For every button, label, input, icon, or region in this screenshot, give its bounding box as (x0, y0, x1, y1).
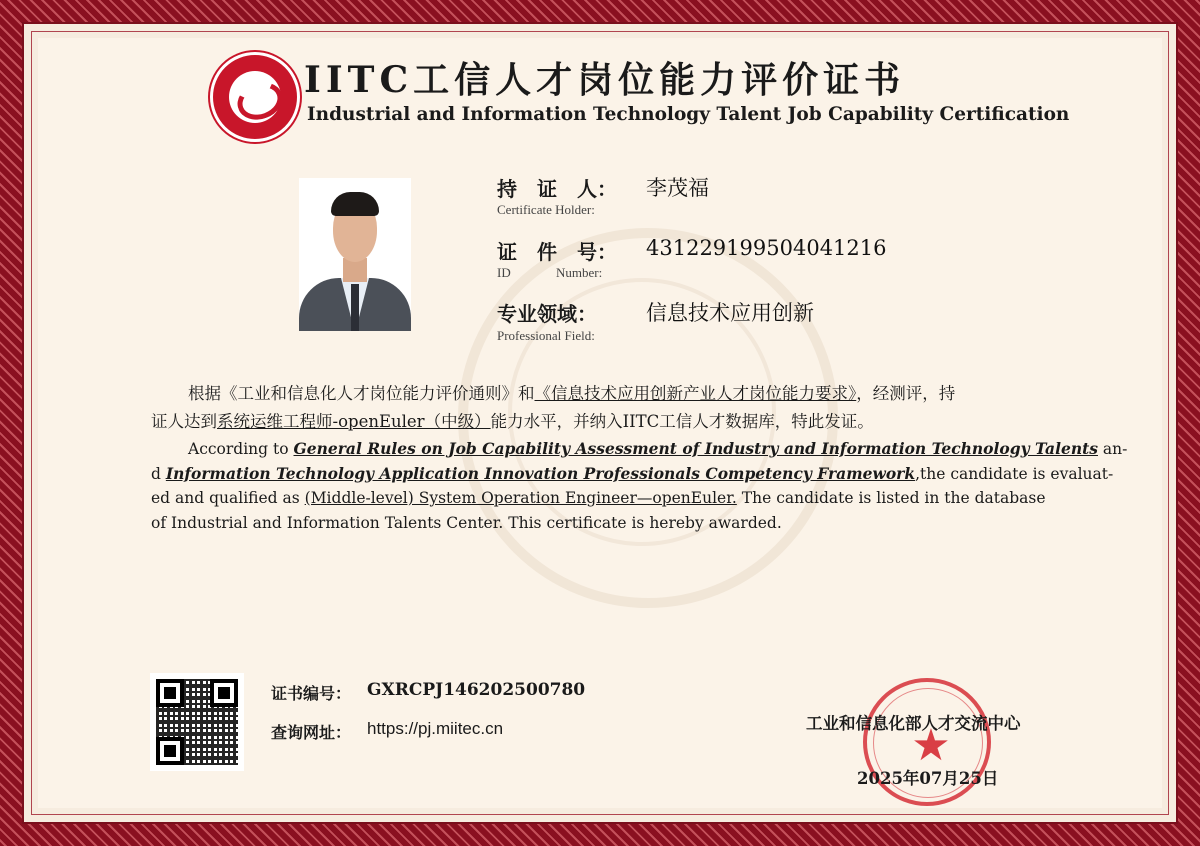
body-en-text: According to (188, 440, 294, 458)
holder-name-label: 持 证 人： (497, 177, 617, 201)
title-english: Industrial and Information Technology Talent Job Capability Certification (307, 104, 1070, 125)
body-en-qualification: (Middle-level) System Operation Engineer—openEuler. (304, 489, 737, 507)
body-cn-text: ，经测评，持 (856, 384, 956, 403)
cert-number-value: GXRCPJ146202500780 (367, 680, 586, 700)
photo-hair (331, 192, 379, 216)
body-cn-text: 能力水平，并纳入IITC工信人才数据库，特此发证。 (490, 412, 874, 431)
body-cn-ref-2: 《信息技术应用创新产业人才岗位能力要求》 (534, 384, 857, 403)
seal-star-icon: ★ (911, 720, 951, 771)
id-label: 证 件 号： (497, 240, 617, 264)
body-en-text: an- (1097, 440, 1128, 458)
qr-finder-top-right (210, 679, 238, 707)
qr-finder-bottom-left (156, 737, 184, 765)
query-url-link[interactable]: https://pj.miitec.cn (367, 719, 504, 738)
holder-name-label-en: Certificate Holder: (497, 202, 595, 217)
body-en-ref-2: Information Technology Application Innovation Professionals Competency Framework (165, 464, 916, 483)
issuer-name: 工业和信息化部人才交流中心 (806, 714, 1021, 733)
body-cn-text: 证人达到 (151, 412, 217, 431)
query-url-label: 查询网址： (271, 723, 352, 742)
body-cn-text: 和 (518, 384, 535, 403)
id-value: 431229199504041216 (646, 236, 887, 260)
body-en-line-1 (188, 439, 1127, 458)
qr-finder-top-left (156, 679, 184, 707)
body-en-line-4: of Industrial and Information Talents Center. This certificate is hereby awarded. (151, 514, 782, 532)
body-en-text: ed and qualified as (151, 489, 305, 507)
id-label-en-1: ID (497, 265, 511, 280)
cert-number-label: 证书编号： (271, 684, 352, 703)
body-en-line-3 (151, 489, 1046, 507)
body-en-text: d (151, 465, 166, 483)
qr-code-icon (150, 673, 244, 771)
photo-tie (351, 284, 359, 331)
body-en-ref-1: General Rules on Job Capability Assessment of Industry and Information Technology Talents (293, 439, 1098, 458)
body-en-text: The candidate is listed in the database (736, 489, 1046, 507)
field-label-en: Professional Field: (497, 328, 595, 343)
body-cn-line-1 (188, 380, 955, 404)
body-cn-line-2 (151, 408, 874, 432)
holder-name-value: 李茂福 (646, 176, 709, 200)
field-value: 信息技术应用创新 (646, 301, 814, 325)
body-en-text: ,the candidate is evaluat- (915, 465, 1114, 483)
body-cn-text: 根据 (188, 384, 221, 403)
issue-date: 2025年07月25日 (857, 769, 999, 788)
body-cn-ref-1: 《工业和信息化人才岗位能力评价通则》 (221, 384, 518, 403)
field-label: 专业领域： (497, 302, 597, 326)
id-label-en-2: Number: (556, 265, 603, 280)
body-en-line-2 (151, 464, 1113, 483)
holder-photo (299, 178, 411, 331)
body-cn-qualification: 系统运维工程师-openEuler（中级） (217, 412, 491, 431)
title-chinese: IITC工信人才岗位能力评价证书 (304, 59, 906, 101)
miit-logo-icon (210, 52, 300, 142)
